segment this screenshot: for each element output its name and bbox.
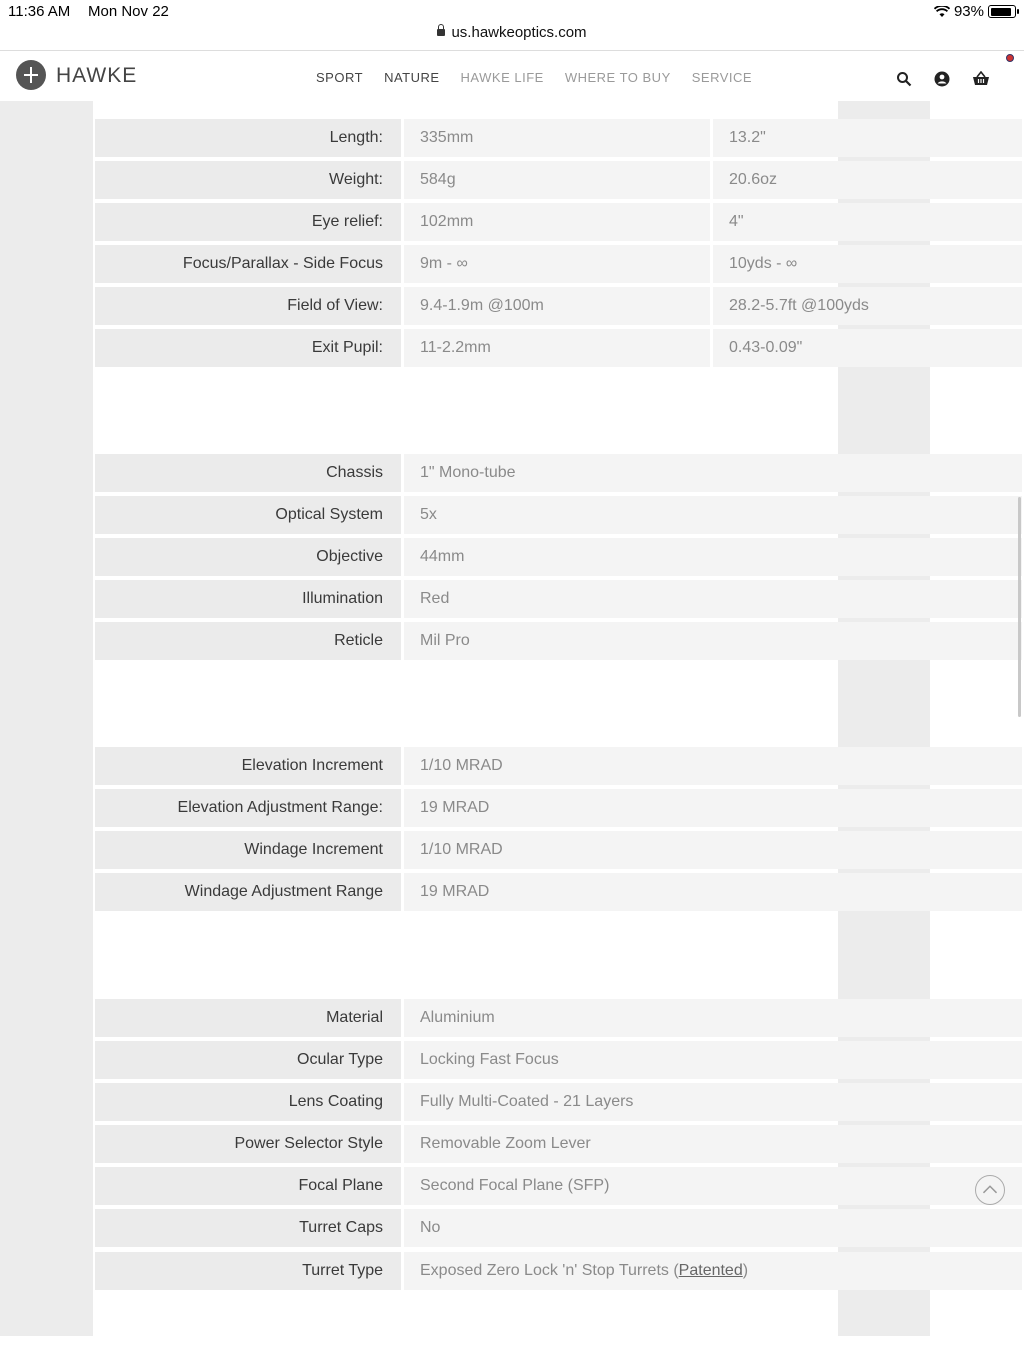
spec-label: Eye relief:: [95, 203, 401, 241]
spec-label: Weight:: [95, 161, 401, 199]
spec-label: Material: [95, 999, 401, 1037]
spec-label: Chassis: [95, 454, 401, 492]
battery-fill: [991, 8, 1011, 16]
lock-icon: [437, 29, 445, 36]
patented-link[interactable]: Patented: [678, 1262, 743, 1279]
account-icon[interactable]: [934, 71, 950, 87]
bottom-area: [0, 1336, 1024, 1365]
spec-label: Optical System: [95, 496, 401, 534]
logo-text[interactable]: HAWKE: [56, 64, 138, 87]
spec-value: 1/10 MRAD: [404, 747, 1022, 785]
spec-label: Reticle: [95, 622, 401, 660]
status-time: 11:36 AM: [8, 3, 71, 20]
main-nav: [316, 70, 752, 85]
spec-label: Elevation Increment: [95, 747, 401, 785]
spec-value: Locking Fast Focus: [404, 1041, 1022, 1079]
scroll-to-top-icon[interactable]: [975, 1175, 1005, 1205]
nav-item-nature[interactable]: NATURE: [384, 70, 440, 85]
spec-value: 19 MRAD: [404, 789, 1022, 827]
spec-label: Length:: [95, 119, 401, 157]
spec-row: [95, 119, 1022, 157]
spec-value-imperial: 13.2": [713, 119, 1022, 157]
spec-row: [95, 747, 1022, 785]
spec-value-imperial: 20.6oz: [713, 161, 1022, 199]
spec-row: [95, 999, 1022, 1037]
spec-row: [95, 873, 1022, 911]
spec-value: 5x: [404, 496, 1022, 534]
spec-row: [95, 287, 1022, 325]
turret-type-text-end: ): [742, 1262, 749, 1279]
spec-label: Ocular Type: [95, 1041, 401, 1079]
spec-row: [95, 1252, 1022, 1290]
spec-row: [95, 245, 1022, 283]
wifi-icon: [934, 6, 950, 18]
spec-row: [95, 329, 1022, 367]
spec-label: Focal Plane: [95, 1167, 401, 1205]
spec-row: [95, 496, 1022, 534]
spec-value-imperial: 10yds - ∞: [713, 245, 1022, 283]
spec-row: [95, 1041, 1022, 1079]
spec-row: [95, 203, 1022, 241]
spec-label: Power Selector Style: [95, 1125, 401, 1163]
spec-row: [95, 538, 1022, 576]
spec-label: Turret Type: [95, 1252, 401, 1290]
spec-row: [95, 831, 1022, 869]
nav-item-hawke-life[interactable]: HAWKE LIFE: [460, 70, 544, 85]
spec-value-imperial: 0.43-0.09": [713, 329, 1022, 367]
spec-value: 1" Mono-tube: [404, 454, 1022, 492]
spec-value: Mil Pro: [404, 622, 1022, 660]
spec-value-metric: 9m - ∞: [404, 245, 710, 283]
spec-value-metric: 11-2.2mm: [404, 329, 710, 367]
basket-icon[interactable]: [972, 71, 990, 87]
nav-item-where-to-buy[interactable]: WHERE TO BUY: [564, 70, 671, 85]
spec-label: Illumination: [95, 580, 401, 618]
spec-value: [404, 1252, 1022, 1290]
battery-icon: [988, 5, 1016, 18]
header-icons: [896, 71, 990, 87]
status-bar: [0, 0, 1024, 24]
spec-row: [95, 622, 1022, 660]
spec-value: 44mm: [404, 538, 1022, 576]
spec-value: Removable Zoom Lever: [404, 1125, 1022, 1163]
spec-value-metric: 102mm: [404, 203, 710, 241]
spec-value-metric: 584g: [404, 161, 710, 199]
spec-label: Windage Increment: [95, 831, 401, 869]
spec-label: Lens Coating: [95, 1083, 401, 1121]
nav-item-service[interactable]: SERVICE: [691, 70, 753, 85]
spec-content: [0, 101, 1024, 1365]
nav-item-sport[interactable]: SPORT: [316, 70, 364, 85]
spec-value: Second Focal Plane (SFP): [404, 1167, 1022, 1205]
status-right: [934, 3, 1016, 20]
spec-value: Aluminium: [404, 999, 1022, 1037]
spec-value-metric: 9.4-1.9m @100m: [404, 287, 710, 325]
status-date: Mon Nov 22: [88, 3, 169, 20]
hawke-logo-icon[interactable]: [16, 60, 46, 90]
left-gutter: [0, 101, 93, 1336]
spec-value: Red: [404, 580, 1022, 618]
spec-label: Elevation Adjustment Range:: [95, 789, 401, 827]
spec-row: [95, 1209, 1022, 1247]
spec-label: Focus/Parallax - Side Focus: [95, 245, 401, 283]
spec-label: Turret Caps: [95, 1209, 401, 1247]
spec-value: No: [404, 1209, 1022, 1247]
us-flag-icon[interactable]: [1006, 54, 1014, 62]
turret-type-text: Exposed Zero Lock 'n' Stop Turrets (: [420, 1262, 679, 1279]
spec-value: Fully Multi-Coated - 21 Layers: [404, 1083, 1022, 1121]
spec-value-imperial: 4": [713, 203, 1022, 241]
battery-percent: 93%: [953, 3, 984, 20]
page-scrollbar[interactable]: [1018, 497, 1021, 717]
url-bar[interactable]: [0, 24, 1024, 50]
spec-label: Field of View:: [95, 287, 401, 325]
spec-row: [95, 789, 1022, 827]
spec-label: Objective: [95, 538, 401, 576]
search-icon[interactable]: [896, 71, 912, 87]
url-text: us.hawkeoptics.com: [451, 24, 587, 41]
spec-value: 1/10 MRAD: [404, 831, 1022, 869]
spec-row: [95, 161, 1022, 199]
spec-row: [95, 1083, 1022, 1121]
spec-row: [95, 580, 1022, 618]
spec-row: [95, 1167, 1022, 1205]
spec-label: Windage Adjustment Range: [95, 873, 401, 911]
spec-value-imperial: 28.2-5.7ft @100yds: [713, 287, 1022, 325]
spec-row: [95, 1125, 1022, 1163]
spec-row: [95, 454, 1022, 492]
spec-label: Exit Pupil:: [95, 329, 401, 367]
spec-value-metric: 335mm: [404, 119, 710, 157]
site-header: [0, 50, 1024, 102]
spec-value: 19 MRAD: [404, 873, 1022, 911]
